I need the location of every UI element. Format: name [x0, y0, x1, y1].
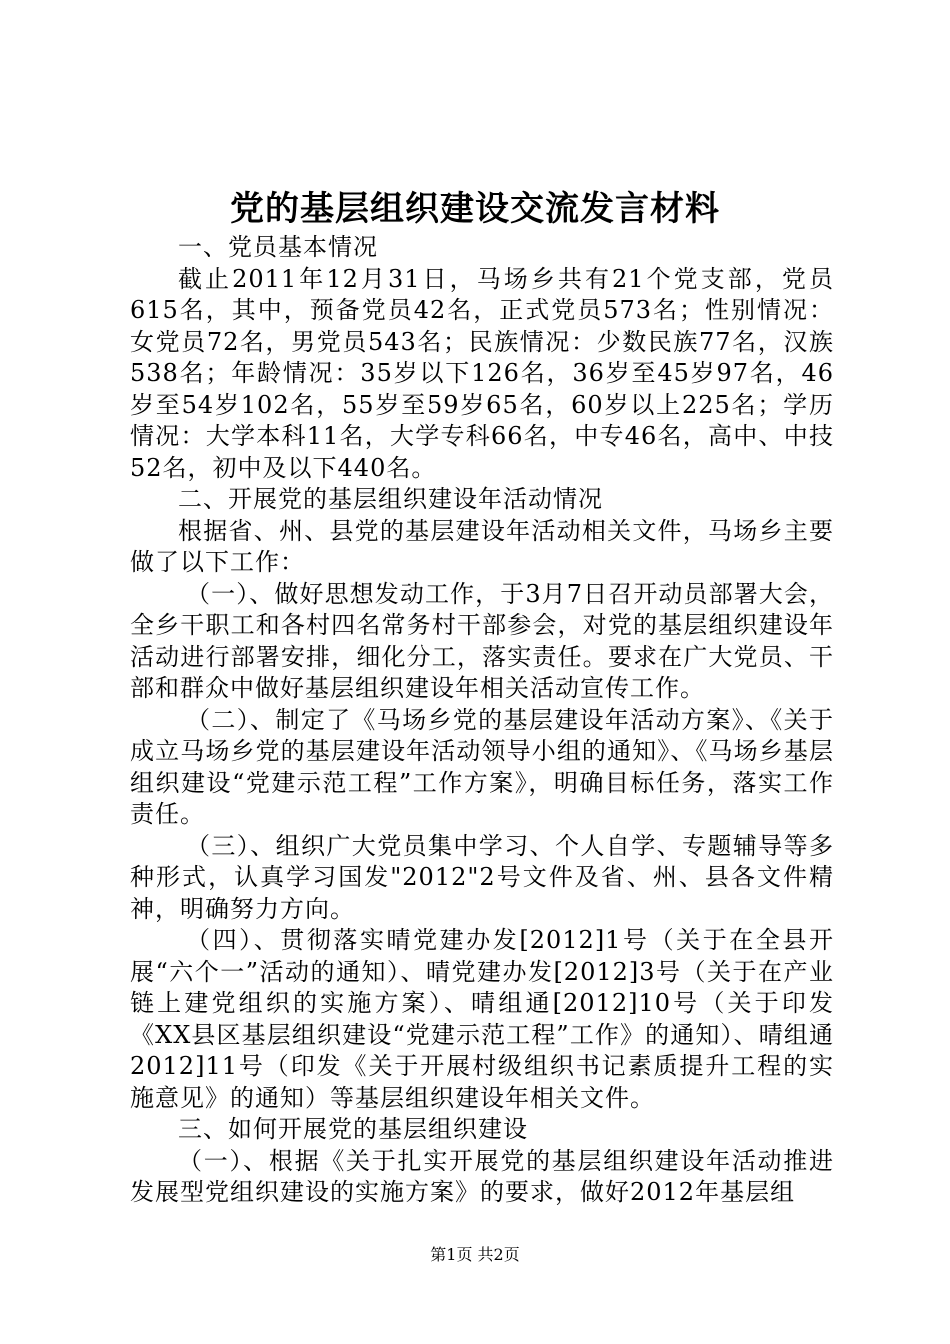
- paragraph-item-3: （三）、组织广大党员集中学习、个人自学、专题辅导等多种形式，认真学习国发"2012"2号文件及省、州、县各文件精神，明确努力方向。: [130, 831, 834, 923]
- paragraph-item-1: （一）、做好思想发动工作，于3月7日召开动员部署大会，全乡干职工和各村四名常务村干部参会，对党的基层组织建设年活动进行部署安排，细化分工，落实责任。要求在广大党员、干部和群众中做好基层组织建设年相关活动宣传工作。: [130, 579, 834, 702]
- document-title: 党的基层组织建设交流发言材料: [230, 189, 720, 229]
- page-footer: 第1页 共2页: [430, 1245, 520, 1264]
- paragraph-member-stats: 截止2011年12月31日，马场乡共有21个党支部，党员615名，其中，预备党员42名，正式党员573名；性别情况：女党员72名，男党员543名；民族情况：少数民族77名，汉族538名；年龄情况：35岁以下126名，36岁至45岁97名，46岁至54岁102名，55岁至59岁65名，60岁以上225名；学历情况：大学本科11名，大学专科66名，中专46名，高中、中技52名，初中及以下440名。: [130, 264, 834, 482]
- paragraph-item-4: （四）、贯彻落实晴党建办发[2012]1号（关于在全县开展“六个一”活动的通知）、晴党建办发[2012]3号（关于在产业链上建党组织的实施方案）、晴组通[2012]10号（关于印发《XX县区基层组织建设“党建示范工程”工作》的通知）、晴组通2012]11号（印发《关于开展村级组织书记素质提升工程的实施意见》的通知）等基层组织建设年相关文件。: [130, 926, 834, 1112]
- paragraph-item-2: （二）、制定了《马场乡党的基层建设年活动方案》、《关于成立马场乡党的基层建设年活动领导小组的通知》、《马场乡基层组织建设“党建示范工程”工作方案》，明确目标任务，落实工作责任。: [130, 705, 834, 828]
- section-heading-3: 三、如何开展党的基层组织建设: [178, 1115, 528, 1143]
- paragraph-item-5: （一）、根据《关于扎实开展党的基层组织建设年活动推进发展型党组织建设的实施方案》的要求，做好2012年基层组: [130, 1146, 834, 1206]
- paragraph-intro: 根据省、州、县党的基层建设年活动相关文件，马场乡主要做了以下工作：: [130, 516, 834, 576]
- section-heading-1: 一、党员基本情况: [178, 233, 378, 261]
- document-body: [130, 232, 834, 1209]
- section-heading-2: 二、开展党的基层组织建设年活动情况: [178, 485, 603, 513]
